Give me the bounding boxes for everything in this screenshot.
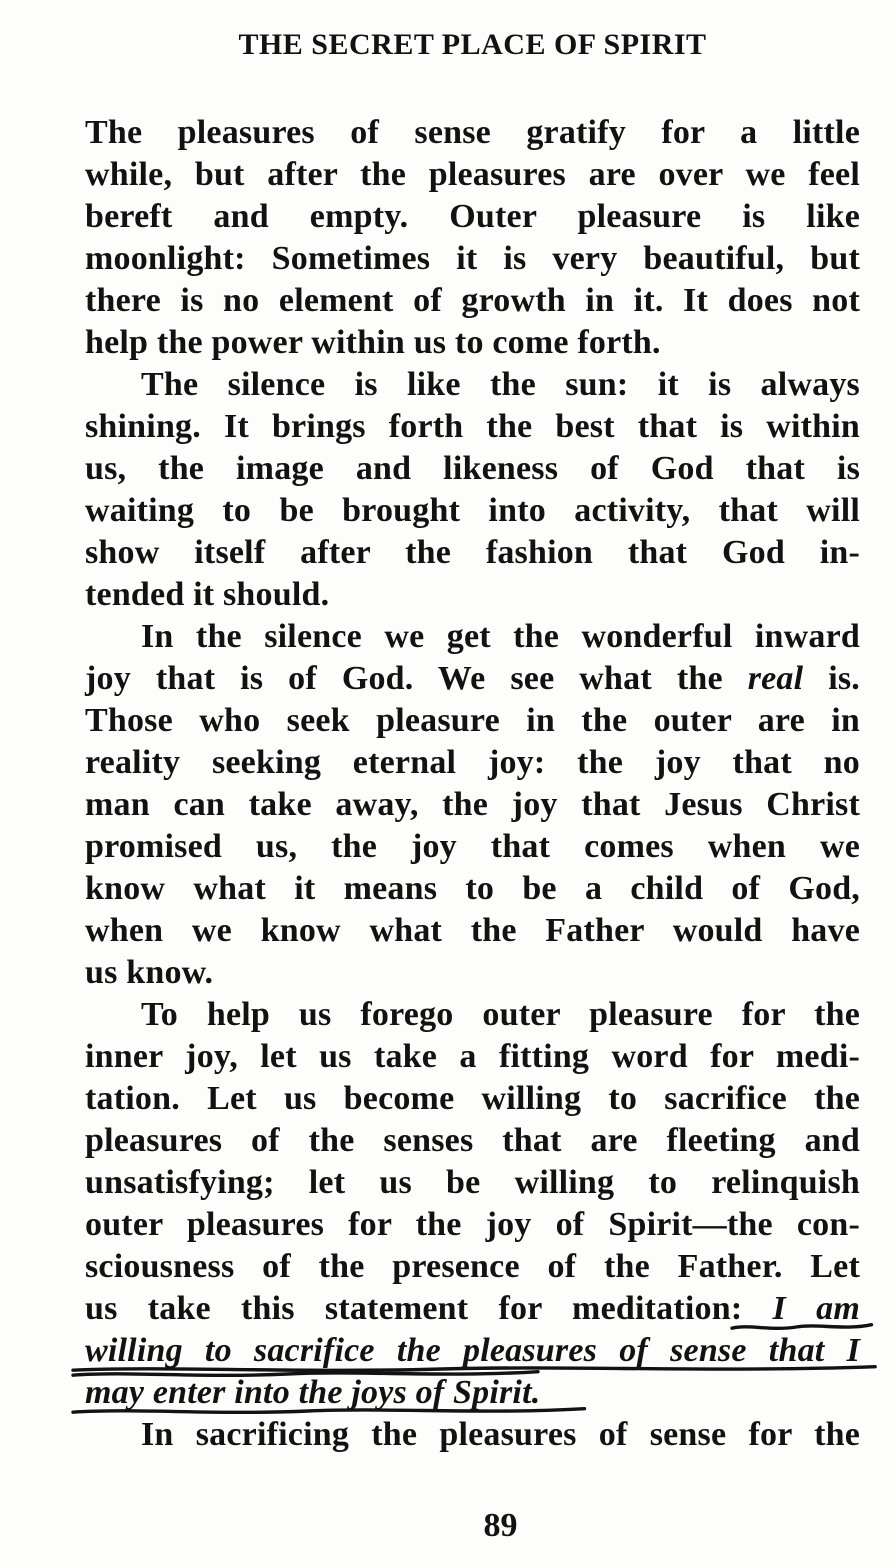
- text-segment: us, the image and likeness of God that is: [85, 450, 860, 487]
- text-line: [85, 1330, 860, 1372]
- text-segment: know what it means to be a child of God,: [85, 870, 860, 907]
- text-segment: The pleasures of sense gratify for a little: [85, 114, 860, 151]
- text-segment: real: [747, 660, 804, 697]
- text-line: [85, 532, 860, 574]
- text-line: [85, 868, 860, 910]
- page-number: 89: [483, 1507, 518, 1544]
- text-line: [85, 196, 860, 238]
- text-segment: In the silence we get the wonderful inward: [141, 618, 860, 655]
- text-segment: To help us forego outer pleasure for the: [141, 996, 860, 1033]
- text-line: [85, 280, 860, 322]
- text-segment: us know.: [85, 954, 214, 991]
- text-segment: moonlight: Sometimes it is very beautiful, but: [85, 240, 860, 277]
- text-segment: shining. It brings forth the best that is within: [85, 408, 860, 445]
- text-line: [85, 322, 860, 364]
- text-segment: while, but after the pleasures are over we feel: [85, 156, 860, 193]
- text-line: [85, 490, 860, 532]
- text-segment: waiting to be brought into activity, that will: [85, 492, 860, 529]
- text-segment: bereft and empty. Outer pleasure is like: [85, 198, 860, 235]
- text-segment: is.: [803, 660, 860, 697]
- text-segment: In sacrificing the pleasures of sense for the: [141, 1416, 860, 1453]
- page-title: THE SECRET PLACE OF SPIRIT: [238, 28, 707, 61]
- text-segment: there is no element of growth in it. It does not: [85, 282, 860, 319]
- text-line: [85, 154, 860, 196]
- text-line: [85, 574, 860, 616]
- text-segment: help the power within us to come forth.: [85, 324, 661, 361]
- text-segment: promised us, the joy that comes when we: [85, 828, 860, 865]
- text-segment: show itself after the fashion that God in-: [85, 534, 860, 571]
- text-line: [85, 1036, 860, 1078]
- text-line: [85, 406, 860, 448]
- text-line: [85, 1246, 860, 1288]
- text-segment: when we know what the Father would have: [85, 912, 860, 949]
- text-line: [85, 826, 860, 868]
- text-segment: joy that is of God. We see what the: [85, 660, 748, 697]
- text-segment: reality seeking eternal joy: the joy that no: [85, 744, 860, 781]
- text-line: [85, 952, 860, 994]
- text-line: [85, 910, 860, 952]
- text-segment: inner joy, let us take a fitting word for medi-: [85, 1038, 860, 1075]
- text-line: [85, 784, 860, 826]
- text-segment: unsatisfying; let us be willing to relinquish: [85, 1164, 860, 1201]
- text-line: [85, 364, 860, 406]
- text-line: [85, 1162, 860, 1204]
- text-line: [85, 616, 860, 658]
- text-segment: man can take away, the joy that Jesus Christ: [85, 786, 860, 823]
- text-segment: outer pleasures for the joy of Spirit—the con-: [85, 1206, 860, 1243]
- text-line: [85, 1414, 860, 1456]
- text-segment: us take this statement for meditation:: [85, 1290, 773, 1327]
- text-segment: Those who seek pleasure in the outer are in: [85, 702, 860, 739]
- text-segment: may enter into the joys of Spirit.: [85, 1374, 541, 1411]
- text-line: [85, 112, 860, 154]
- text-line: [85, 742, 860, 784]
- text-line: [85, 1372, 860, 1414]
- text-segment: tation. Let us become willing to sacrifice the: [85, 1080, 860, 1117]
- text-line: [85, 1204, 860, 1246]
- text-segment: tended it should.: [85, 576, 330, 613]
- text-segment: sciousness of the presence of the Father. Let: [85, 1248, 860, 1285]
- text-segment: willing to sacrifice the pleasures of sense that I: [85, 1332, 860, 1369]
- text-segment: I am: [772, 1290, 860, 1327]
- text-line: [85, 1288, 860, 1330]
- text-line: [85, 700, 860, 742]
- text-segment: pleasures of the senses that are fleeting and: [85, 1122, 860, 1159]
- text-line: [85, 1120, 860, 1162]
- page-body: [85, 112, 860, 1456]
- text-line: [85, 994, 860, 1036]
- text-line: [85, 1078, 860, 1120]
- text-line: [85, 448, 860, 490]
- text-line: [85, 238, 860, 280]
- text-line: [85, 658, 860, 700]
- text-segment: The silence is like the sun: it is always: [141, 366, 860, 403]
